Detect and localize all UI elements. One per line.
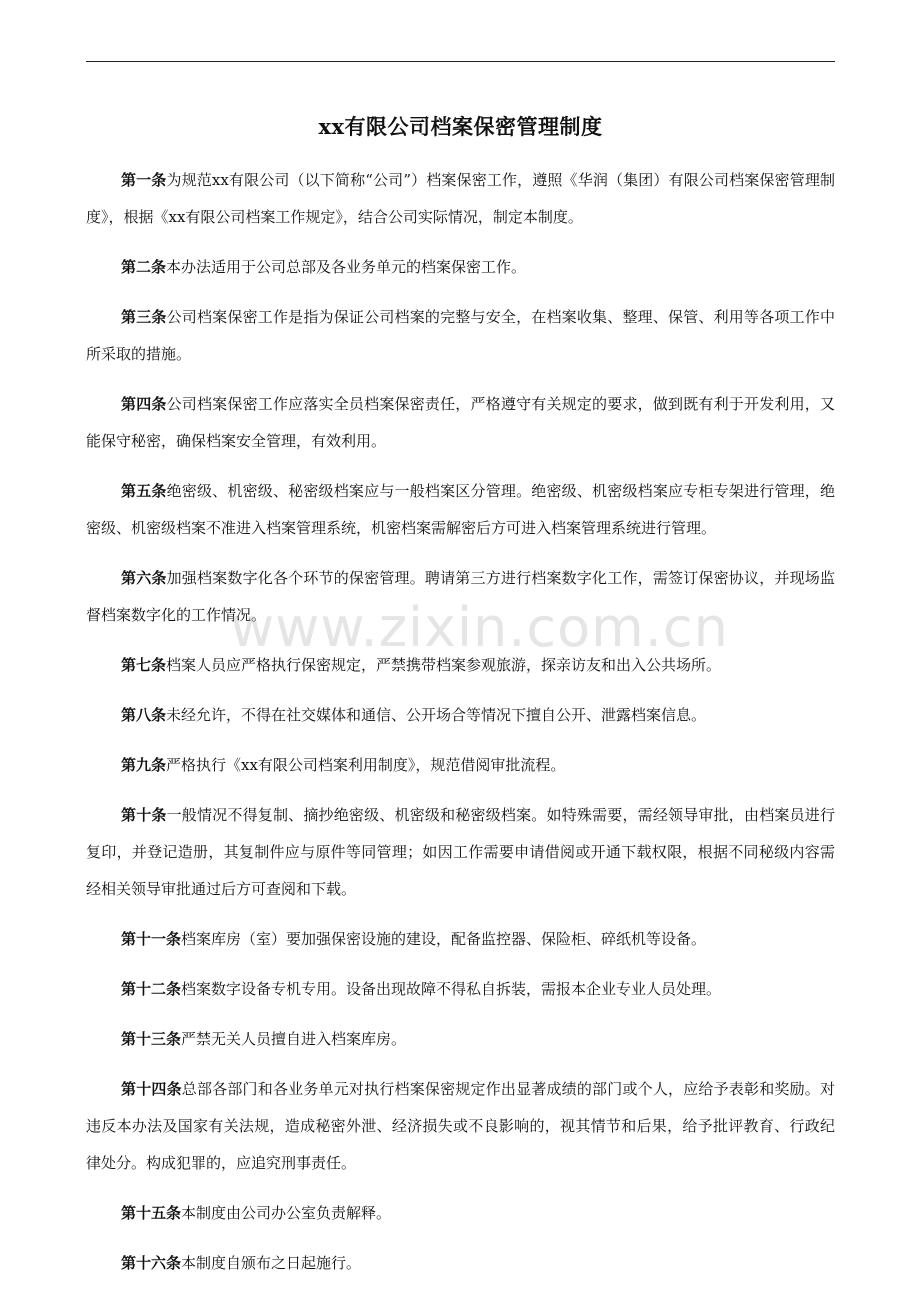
article-14	[86, 1071, 835, 1182]
article-number: 第十六条	[121, 1254, 182, 1272]
article-number: 第四条	[121, 395, 167, 413]
article-text: 本办法适用于公司总部及各业务单元的档案保密工作。	[166, 258, 527, 276]
article-10	[86, 797, 835, 908]
article-13	[86, 1021, 835, 1058]
article-text: 严格执行《xx有限公司档案利用制度》，规范借阅审批流程。	[166, 756, 566, 774]
article-16	[86, 1245, 835, 1282]
article-number: 第三条	[121, 308, 167, 326]
article-5	[86, 473, 835, 547]
document-title: xx有限公司档案保密管理制度	[318, 114, 603, 139]
article-text: 严禁无关人员擅自进入档案库房。	[181, 1030, 407, 1048]
article-1	[86, 162, 835, 236]
article-list	[86, 162, 835, 1295]
article-text: 绝密级、机密级、秘密级档案应与一般档案区分管理。绝密级、机密级档案应专柜专架进行管理，绝密级、机密级档案不准进入档案管理系统，机密档案需解密后方可进入档案管理系统进行管理。	[86, 482, 835, 537]
article-text: 档案数字设备专机专用。设备出现故障不得私自拆装，需报本企业专业人员处理。	[181, 980, 722, 998]
article-text: 本制度自颁布之日起施行。	[181, 1254, 362, 1272]
article-11	[86, 921, 835, 958]
article-number: 第十五条	[121, 1204, 182, 1222]
header-rule	[86, 61, 835, 62]
article-text: 公司档案保密工作应落实全员档案保密责任，严格遵守有关规定的要求，做到既有利于开发利用，又能保守秘密，确保档案安全管理，有效利用。	[86, 395, 835, 450]
article-number: 第五条	[121, 482, 167, 500]
article-8	[86, 697, 835, 734]
article-text: 公司档案保密工作是指为保证公司档案的完整与安全，在档案收集、整理、保管、利用等各项工作中所采取的措施。	[86, 308, 835, 363]
article-9	[86, 747, 835, 784]
article-4	[86, 386, 835, 460]
article-text: 档案库房（室）要加强保密设施的建设，配备监控器、保险柜、碎纸机等设备。	[181, 930, 707, 948]
article-text: 未经允许，不得在社交媒体和通信、公开场合等情况下擅自公开、泄露档案信息。	[166, 706, 707, 724]
article-number: 第十四条	[121, 1080, 182, 1098]
article-text: 加强档案数字化各个环节的保密管理。聘请第三方进行档案数字化工作，需签订保密协议，并现场监督档案数字化的工作情况。	[86, 569, 835, 624]
article-15	[86, 1195, 835, 1232]
article-text: 一般情况不得复制、摘抄绝密级、机密级和秘密级档案。如特殊需要，需经领导审批，由档案员进行复印，并登记造册，其复制件应与原件等同管理；如因工作需要申请借阅或开通下载权限，根据不同秘级内容需经相关领导审批通过后方可查阅和下载。	[86, 806, 835, 898]
article-3	[86, 299, 835, 373]
article-number: 第七条	[121, 656, 167, 674]
article-7	[86, 647, 835, 684]
article-2	[86, 249, 835, 286]
article-number: 第一条	[121, 171, 167, 189]
article-number: 第二条	[121, 258, 167, 276]
article-text: 档案人员应严格执行保密规定，严禁携带档案参观旅游，探亲访友和出入公共场所。	[166, 656, 722, 674]
article-number: 第十条	[121, 806, 167, 824]
article-6	[86, 560, 835, 634]
article-text: 本制度由公司办公室负责解释。	[181, 1204, 392, 1222]
article-number: 第十二条	[121, 980, 182, 998]
article-text: 为规范xx有限公司（以下简称“公司”）档案保密工作，遵照《华润（集团）有限公司档案保密管理制度》，根据《xx有限公司档案工作规定》，结合公司实际情况，制定本制度。	[86, 171, 835, 226]
article-number: 第九条	[121, 756, 167, 774]
article-number: 第六条	[121, 569, 167, 587]
watermark-text: www.zixin.com.cn	[230, 596, 729, 659]
article-text: 总部各部门和各业务单元对执行档案保密规定作出显著成绩的部门或个人，应给予表彰和奖励。对违反本办法及国家有关法规，造成秘密外泄、经济损失或不良影响的，视其情节和后果，给予批评教育、行政纪律处分。构成犯罪的，应追究刑事责任。	[86, 1080, 835, 1172]
article-number: 第十三条	[121, 1030, 182, 1048]
article-12	[86, 971, 835, 1008]
article-number: 第十一条	[121, 930, 182, 948]
article-number: 第八条	[121, 706, 167, 724]
